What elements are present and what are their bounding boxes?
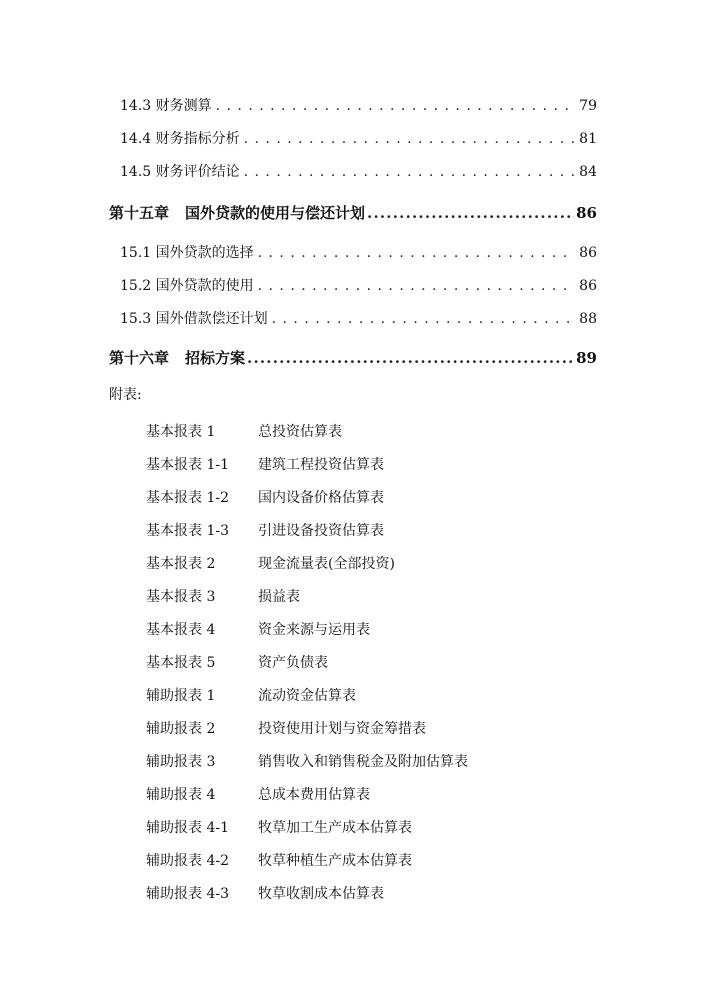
toc-entry-15-1[interactable] [120,243,597,263]
appendix-item-code: 辅助报表 1 [146,688,216,704]
toc-page-number: 81 [579,131,597,147]
appendix-item-code: 基本报表 1 [146,424,216,440]
appendix-item-name: 国内设备价格估算表 [258,490,384,506]
appendix-item [146,422,342,442]
toc-page-number: 86 [576,204,597,222]
toc-page-number: 89 [576,349,597,367]
toc-chapter-label [109,203,365,223]
appendix-item-name: 投资使用计划与资金筹措表 [258,721,426,737]
toc-leader-dots [247,348,574,368]
toc-entry-label: 14.5 财务评价结论 [120,164,240,180]
appendix-item [146,719,426,739]
appendix-item [146,851,412,871]
appendix-item-name: 总成本费用估算表 [258,787,370,803]
toc-leader-dots [216,96,576,116]
appendix-item [146,455,384,475]
toc-entry-15-2[interactable] [120,276,597,296]
appendix-item-code: 辅助报表 2 [146,721,216,737]
chapter-number: 第十五章 [109,204,170,222]
appendix-item [146,620,370,640]
appendix-item [146,488,384,508]
appendix-item-code: 基本报表 4 [146,622,216,638]
appendix-item [146,587,300,607]
appendix-item [146,884,384,904]
appendix-item-code: 基本报表 1-1 [146,457,229,473]
toc-entry-label: 15.2 国外贷款的使用 [120,278,254,294]
appendix-item-name: 引进设备投资估算表 [258,523,384,539]
appendix-item-code: 基本报表 1-2 [146,490,229,506]
appendix-item-code: 辅助报表 4 [146,787,216,803]
toc-page-number: 86 [579,278,597,294]
appendix-item-code: 基本报表 5 [146,655,216,671]
appendix-item-name: 总投资估算表 [258,424,342,440]
toc-entry-14-4[interactable] [120,129,597,149]
toc-leader-dots [258,243,576,263]
appendix-title: 附表: [109,387,142,403]
appendix-item [146,521,384,541]
appendix-item-code: 辅助报表 4-2 [146,853,229,869]
appendix-item-name: 销售收入和销售税金及附加估算表 [258,754,468,770]
toc-leader-dots [258,276,576,296]
appendix-item [146,653,328,673]
chapter-title: 招标方案 [185,349,246,367]
toc-entry-label: 15.3 国外借款偿还计划 [120,311,268,327]
chapter-number: 第十六章 [109,349,170,367]
appendix-item [146,785,370,805]
toc-leader-dots [367,203,574,223]
toc-chapter-16[interactable] [109,348,597,368]
appendix-item-name: 建筑工程投资估算表 [258,457,384,473]
toc-leader-dots [272,309,576,329]
appendix-item [146,818,412,838]
appendix-item [146,554,395,574]
toc-entry-14-5[interactable] [120,162,597,182]
appendix-item-name: 牧草种植生产成本估算表 [258,853,412,869]
appendix-item-code: 辅助报表 4-3 [146,886,229,902]
toc-entry-label: 14.4 财务指标分析 [120,131,240,147]
toc-entry-label: 14.3 财务测算 [120,98,212,114]
appendix-item [146,686,356,706]
toc-leader-dots [244,129,576,149]
toc-page-number: 84 [579,164,597,180]
appendix-item-code: 基本报表 2 [146,556,216,572]
toc-entry-14-3[interactable] [120,96,597,116]
toc-chapter-label [109,348,245,368]
appendix-item-code: 辅助报表 3 [146,754,216,770]
appendix-item [146,752,468,772]
chapter-title: 国外贷款的使用与偿还计划 [185,204,366,222]
toc-page-number: 88 [579,311,597,327]
appendix-item-name: 资金来源与运用表 [258,622,370,638]
toc-leader-dots [244,162,576,182]
toc-entry-15-3[interactable] [120,309,597,329]
appendix-item-name: 资产负债表 [258,655,328,671]
appendix-item-code: 辅助报表 4-1 [146,820,229,836]
toc-page-number: 86 [579,245,597,261]
appendix-item-name: 牧草加工生产成本估算表 [258,820,412,836]
appendix-item-name: 现金流量表(全部投资) [258,556,395,572]
appendix-item-name: 流动资金估算表 [258,688,356,704]
toc-page-number: 79 [579,98,597,114]
toc-entry-label: 15.1 国外贷款的选择 [120,245,254,261]
toc-chapter-15[interactable] [109,203,597,223]
appendix-item-name: 牧草收割成本估算表 [258,886,384,902]
appendix-item-name: 损益表 [258,589,300,605]
appendix-item-code: 基本报表 3 [146,589,216,605]
appendix-item-code: 基本报表 1-3 [146,523,229,539]
